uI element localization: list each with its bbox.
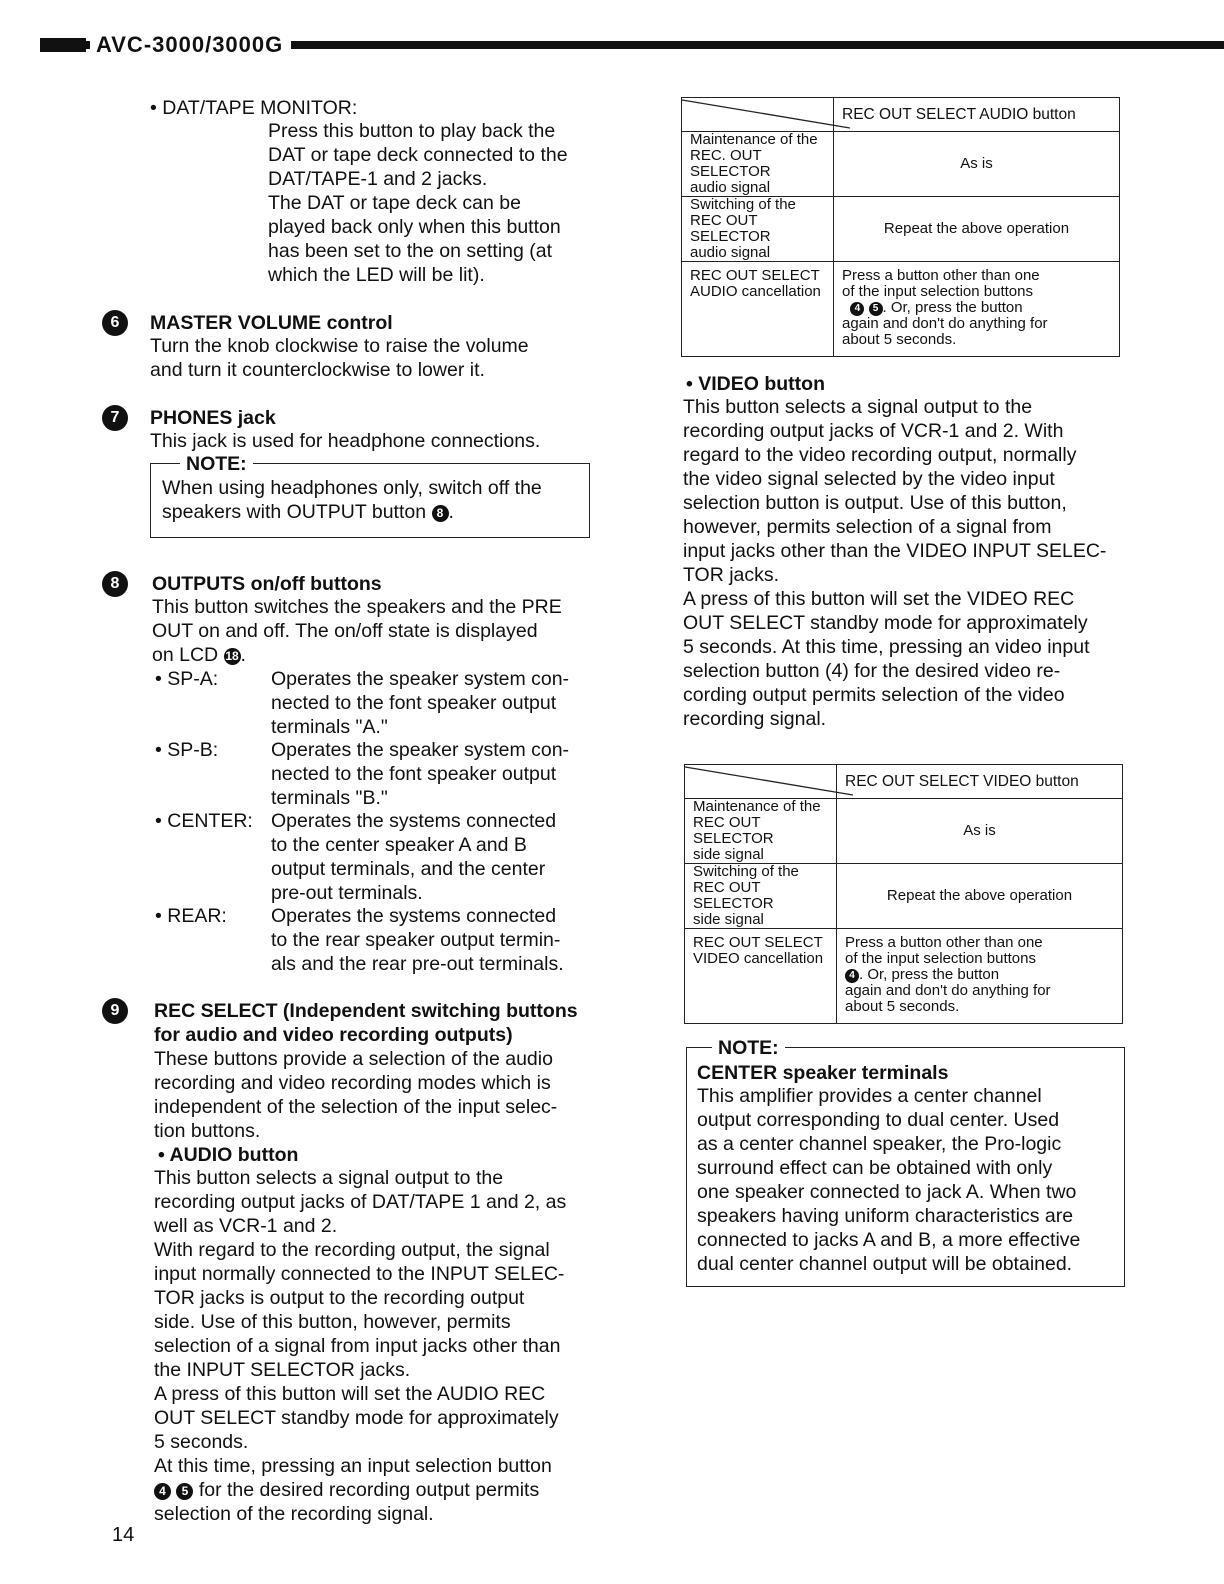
- phones-note-label: NOTE:: [180, 453, 253, 475]
- text-line: [154, 1478, 566, 1502]
- text-line: and turn it counterclockwise to lower it.: [150, 359, 485, 381]
- ref-lcd: 18: [225, 649, 239, 663]
- table-corner: [682, 98, 834, 132]
- text-line: REC SELECT (Independent switching buttons: [154, 1000, 578, 1022]
- text-line: Press a button other than one: [842, 267, 1040, 284]
- table-header: REC OUT SELECT VIDEO button: [837, 765, 1123, 799]
- text-line: nected to the font speaker output: [271, 763, 557, 785]
- video-button-body: [683, 395, 1106, 731]
- text-line: output terminals, and the center: [271, 858, 546, 880]
- text-line: Press a button other than one: [845, 934, 1043, 951]
- text-line: These buttons provide a selection of the audio: [154, 1048, 553, 1070]
- table-corner: [685, 765, 837, 799]
- text-line: OUT SELECT standby mode for approximately: [154, 1407, 559, 1429]
- text-line: Operates the systems connected: [271, 905, 557, 927]
- table-cell: As is: [837, 799, 1123, 864]
- text-line: input jacks other than the VIDEO INPUT SELEC-: [683, 540, 1107, 562]
- rear-desc: [271, 904, 564, 976]
- sp-b-label: • SP-B:: [155, 739, 219, 761]
- text-line: pre-out terminals.: [271, 882, 423, 904]
- text-fragment: speakers with OUTPUT button: [162, 501, 427, 523]
- text-line: cording output permits selection of the video: [683, 684, 1065, 706]
- text-line: Turn the knob clockwise to raise the volume: [150, 335, 529, 357]
- text-line: Switching of the: [690, 196, 796, 213]
- text-line: about 5 seconds.: [845, 998, 960, 1015]
- text-line: surround effect can be obtained with only: [697, 1157, 1053, 1179]
- text-line: speakers having uniform characteristics are: [697, 1205, 1074, 1227]
- section-8-number: 8: [102, 571, 128, 597]
- text-line: TOR jacks is output to the recording output: [154, 1287, 525, 1309]
- rec-select-title: [154, 999, 578, 1047]
- text-line: selection button is output. Use of this button,: [683, 492, 1067, 514]
- text-line: side signal: [693, 911, 764, 928]
- text-line: AUDIO cancellation: [690, 283, 821, 300]
- text-fragment: for the desired recording output permits: [198, 1479, 540, 1501]
- text-line: output corresponding to dual center. Used: [697, 1109, 1060, 1131]
- text-line: which the LED will be lit).: [268, 264, 485, 286]
- table-row-label: [682, 197, 834, 262]
- video-button-heading: • VIDEO button: [686, 373, 825, 395]
- text-line: TOR jacks.: [683, 564, 780, 586]
- text-line: selection of the recording signal.: [154, 1503, 434, 1525]
- table-row-label: [685, 799, 837, 864]
- text-line: als and the rear pre-out terminals.: [271, 953, 564, 975]
- text-line: This amplifier provides a center channel: [697, 1085, 1042, 1107]
- center-desc: [271, 809, 556, 905]
- text-line: one speaker connected to jack A. When two: [697, 1181, 1077, 1203]
- text-line: recording output jacks of VCR-1 and 2. With: [683, 420, 1064, 442]
- text-line: This button selects a signal output to the: [683, 396, 1033, 418]
- section-9-number: 9: [102, 998, 128, 1024]
- table-row-label: [682, 262, 834, 357]
- dat-tape-monitor-body: [268, 119, 598, 287]
- text-line: recording signal.: [683, 708, 827, 730]
- text-line: REC. OUT SELECTOR: [690, 147, 771, 180]
- text-line: REC OUT SELECTOR: [693, 879, 774, 912]
- ref-output-button: 8: [432, 505, 449, 522]
- table-cell: [837, 929, 1123, 1024]
- text-line: When using headphones only, switch off the: [162, 477, 542, 499]
- text-line: speakers with OUTPUT button 8 .: [162, 501, 454, 523]
- text-line: has been set to the on setting (at: [268, 240, 553, 262]
- text-line: REC OUT SELECT: [693, 934, 823, 951]
- phones-jack-title: PHONES jack: [150, 407, 276, 429]
- text-line: again and don't do anything for: [842, 315, 1048, 332]
- text-line: The DAT or tape deck can be: [268, 192, 521, 214]
- text-line: Operates the speaker system con-: [271, 668, 570, 690]
- text-line: A press of this button will set the AUDIO REC: [154, 1383, 546, 1405]
- table-row-label: [682, 132, 834, 197]
- text-line: [842, 300, 1111, 316]
- header-rule-lead: [40, 38, 86, 52]
- text-line: to the center speaker A and B: [271, 834, 527, 856]
- text-line: about 5 seconds.: [842, 331, 957, 348]
- text-line: of the input selection buttons: [842, 283, 1033, 300]
- table-cell: [834, 262, 1120, 357]
- text-line: nected to the font speaker output: [271, 692, 557, 714]
- text-line: recording output jacks of DAT/TAPE 1 and 2, as: [154, 1191, 567, 1213]
- text-line: tion buttons.: [154, 1120, 261, 1142]
- text-line: Maintenance of the: [693, 798, 821, 815]
- text-line: 5 seconds. At this time, pressing an video input: [683, 636, 1090, 658]
- rec-select-body: [154, 1047, 557, 1143]
- text-line: Maintenance of the: [690, 131, 818, 148]
- table-row-label: [685, 864, 837, 929]
- text-line: dual center channel output will be obtained.: [697, 1253, 1073, 1275]
- text-line: Operates the systems connected: [271, 810, 557, 832]
- text-line: REC OUT SELECTOR: [690, 212, 771, 245]
- rear-label: • REAR:: [155, 905, 227, 927]
- text-line: DAT or tape deck connected to the: [268, 144, 568, 166]
- text-line: [845, 967, 1114, 983]
- center-note-label: NOTE:: [712, 1037, 785, 1059]
- audio-button-body: [154, 1166, 566, 1526]
- ref-input-5: 5: [176, 1483, 193, 1500]
- text-line: again and don't do anything for: [845, 982, 1051, 999]
- text-line: Switching of the: [693, 863, 799, 880]
- ref-input-4: 4: [154, 1483, 171, 1500]
- text-line: selection button (4) for the desired video re-: [683, 660, 1061, 682]
- audio-button-heading: • AUDIO button: [158, 1144, 299, 1166]
- table-cell: Repeat the above operation: [834, 197, 1120, 262]
- text-line: DAT/TAPE-1 and 2 jacks.: [268, 168, 488, 190]
- text-fragment: . Or, press the button: [882, 299, 1023, 316]
- text-line: A press of this button will set the VIDEO REC: [683, 588, 1075, 610]
- text-line: Operates the speaker system con-: [271, 739, 570, 761]
- dat-tape-monitor-title: • DAT/TAPE MONITOR:: [150, 97, 358, 119]
- text-line: This button selects a signal output to the: [154, 1167, 504, 1189]
- sp-a-label: • SP-A:: [155, 668, 219, 690]
- text-line: independent of the selection of the input selec-: [154, 1096, 558, 1118]
- phones-jack-body: This jack is used for headphone connections.: [150, 430, 541, 452]
- model-title: AVC-3000/3000G: [90, 32, 291, 58]
- text-fragment: . Or, press the button: [859, 966, 1000, 983]
- section-6-number: 6: [102, 310, 128, 336]
- text-line: OUT on and off. The on/off state is displayed: [152, 620, 538, 642]
- text-line: audio signal: [690, 244, 771, 261]
- phones-note-body: [162, 476, 542, 524]
- video-rec-out-table: [684, 764, 1123, 1024]
- master-volume-title: MASTER VOLUME control: [150, 312, 393, 334]
- text-line: of the input selection buttons: [845, 950, 1036, 967]
- text-line: as a center channel speaker, the Pro-logic: [697, 1133, 1062, 1155]
- text-line: well as VCR-1 and 2.: [154, 1215, 338, 1237]
- text-line: for audio and video recording outputs): [154, 1024, 513, 1046]
- text-line: At this time, pressing an input selection button: [154, 1455, 552, 1477]
- text-line: REC OUT SELECT: [690, 267, 820, 284]
- diagonal-line: [685, 765, 853, 799]
- text-line: With regard to the recording output, the signal: [154, 1239, 550, 1261]
- text-line: played back only when this button: [268, 216, 561, 238]
- text-line: regard to the video recording output, normally: [683, 444, 1077, 466]
- text-line: side. Use of this button, however, permits: [154, 1311, 511, 1333]
- text-fragment: on LCD: [152, 644, 219, 666]
- table-header: REC OUT SELECT AUDIO button: [834, 98, 1120, 132]
- text-line: This button switches the speakers and the PRE: [152, 596, 562, 618]
- page-number: 14: [112, 1524, 135, 1546]
- text-line: side signal: [693, 846, 764, 863]
- text-line: 5 seconds.: [154, 1431, 249, 1453]
- text-line: selection of a signal from input jacks other than: [154, 1335, 561, 1357]
- text-line: terminals "A.": [271, 716, 388, 738]
- ref-input-5: 5: [869, 302, 883, 316]
- outputs-body: [152, 595, 562, 667]
- text-line: terminals "B.": [271, 787, 388, 809]
- ref-input-4: 4: [845, 969, 859, 983]
- center-label: • CENTER:: [155, 810, 253, 832]
- diagonal-line: [682, 98, 850, 132]
- text-line: OUT SELECT standby mode for approximately: [683, 612, 1088, 634]
- text-line: recording and video recording modes which is: [154, 1072, 551, 1094]
- table-cell: As is: [834, 132, 1120, 197]
- sp-a-desc: [271, 667, 569, 739]
- text-line: the video signal selected by the video input: [683, 468, 1055, 490]
- ref-input-4: 4: [850, 302, 864, 316]
- table-row-label: [685, 929, 837, 1024]
- text-line: however, permits selection of a signal from: [683, 516, 1052, 538]
- audio-rec-out-table: [681, 97, 1120, 357]
- text-line: to the rear speaker output termin-: [271, 929, 561, 951]
- text-line: VIDEO cancellation: [693, 950, 824, 967]
- text-line: input normally connected to the INPUT SELEC-: [154, 1263, 565, 1285]
- sp-b-desc: [271, 738, 569, 810]
- text-line: the INPUT SELECTOR jacks.: [154, 1359, 411, 1381]
- text-line: REC OUT SELECTOR: [693, 814, 774, 847]
- outputs-title: OUTPUTS on/off buttons: [152, 573, 382, 595]
- master-volume-body: [150, 334, 529, 382]
- center-note-heading: CENTER speaker terminals: [697, 1062, 949, 1084]
- center-note-body: [697, 1084, 1080, 1276]
- text-line: on LCD 18.: [152, 644, 246, 666]
- text-line: Press this button to play back the: [268, 120, 556, 142]
- text-line: connected to jacks A and B, a more effective: [697, 1229, 1081, 1251]
- table-cell: Repeat the above operation: [837, 864, 1123, 929]
- header-bar: [40, 32, 1224, 57]
- section-7-number: 7: [102, 405, 128, 431]
- text-line: audio signal: [690, 179, 771, 196]
